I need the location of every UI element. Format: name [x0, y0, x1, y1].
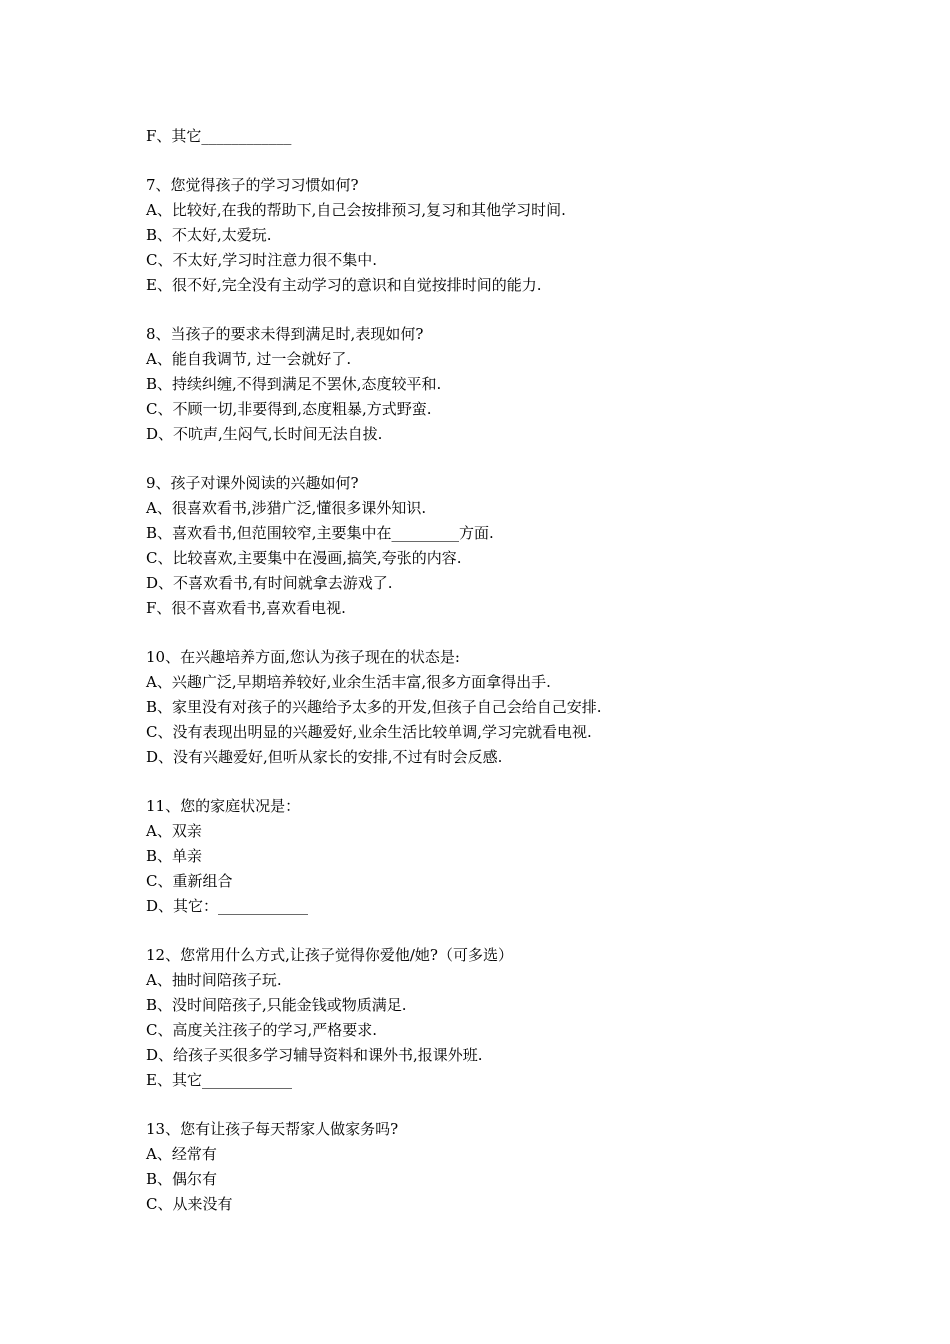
option-b: B、单亲 [146, 847, 203, 865]
section-gap [146, 1093, 846, 1117]
section-gap [146, 298, 846, 322]
question-8 [146, 322, 846, 447]
option-b: B、喜欢看书,但范围较窄,主要集中在_________方面. [146, 524, 494, 542]
question-title: 9、孩子对课外阅读的兴趣如何? [146, 474, 359, 492]
option-c: C、比较喜欢,主要集中在漫画,搞笑,夸张的内容. [146, 549, 462, 567]
question-10 [146, 645, 846, 770]
option-a: A、很喜欢看书,涉猎广泛,懂很多课外知识. [146, 499, 427, 517]
option-a: A、双亲 [146, 822, 202, 840]
option-c: C、高度关注孩子的学习,严格要求. [146, 1021, 378, 1039]
option-c: C、没有表现出明显的兴趣爱好,业余生活比较单调,学习完就看电视. [146, 723, 592, 741]
option-d: D、不吭声,生闷气,长时间无法自拔. [146, 425, 383, 443]
question-13 [146, 1117, 846, 1217]
option-d: D、其它：____________ [146, 897, 309, 915]
option-e: E、其它____________ [146, 1071, 292, 1089]
option-a: A、能自我调节, 过一会就好了. [146, 350, 352, 368]
option-b: B、没时间陪孩子,只能金钱或物质满足. [146, 996, 407, 1014]
question-title: 7、您觉得孩子的学习习惯如何? [146, 176, 359, 194]
question-title: 12、您常用什么方式,让孩子觉得你爱他/她?（可多选） [146, 946, 513, 964]
option-c: C、不顾一切,非要得到,态度粗暴,方式野蛮. [146, 400, 432, 418]
question-title: 11、您的家庭状况是： [146, 797, 301, 815]
option-other: F、其它____________ [146, 127, 292, 145]
question-11 [146, 794, 846, 919]
option-e: E、很不好,完全没有主动学习的意识和自觉按排时间的能力. [146, 276, 542, 294]
option-d: D、没有兴趣爱好,但听从家长的安排,不过有时会反感. [146, 748, 503, 766]
option-a: A、抽时间陪孩子玩. [146, 971, 282, 989]
option-d: D、给孩子买很多学习辅导资料和课外书,报课外班. [146, 1046, 483, 1064]
question-title: 10、在兴趣培养方面,您认为孩子现在的状态是: [146, 648, 460, 666]
section-gap [146, 621, 846, 645]
question-title: 8、当孩子的要求未得到满足时,表现如何? [146, 325, 424, 343]
question-12 [146, 943, 846, 1093]
section-gap [146, 770, 846, 794]
option-a: A、比较好,在我的帮助下,自己会按排预习,复习和其他学习时间. [146, 201, 566, 219]
option-b: B、持续纠缠,不得到满足不罢休,态度较平和. [146, 375, 442, 393]
option-c: C、重新组合 [146, 872, 233, 890]
option-b: B、不太好,太爱玩. [146, 226, 272, 244]
question-9 [146, 471, 846, 621]
question-7 [146, 173, 846, 298]
questionnaire-body [146, 124, 846, 1217]
option-b: B、偶尔有 [146, 1170, 218, 1188]
option-c: C、从来没有 [146, 1195, 233, 1213]
section-gap [146, 447, 846, 471]
option-b: B、家里没有对孩子的兴趣给予太多的开发,但孩子自己会给自己安排. [146, 698, 602, 716]
option-c: C、不太好,学习时注意力很不集中. [146, 251, 378, 269]
option-a: A、经常有 [146, 1145, 217, 1163]
section-gap [146, 919, 846, 943]
section-gap [146, 149, 846, 173]
option-d: D、不喜欢看书,有时间就拿去游戏了. [146, 574, 393, 592]
option-a: A、兴趣广泛,早期培养较好,业余生活丰富,很多方面拿得出手. [146, 673, 551, 691]
question-title: 13、您有让孩子每天帮家人做家务吗? [146, 1120, 399, 1138]
option-f: F、很不喜欢看书,喜欢看电视. [146, 599, 346, 617]
